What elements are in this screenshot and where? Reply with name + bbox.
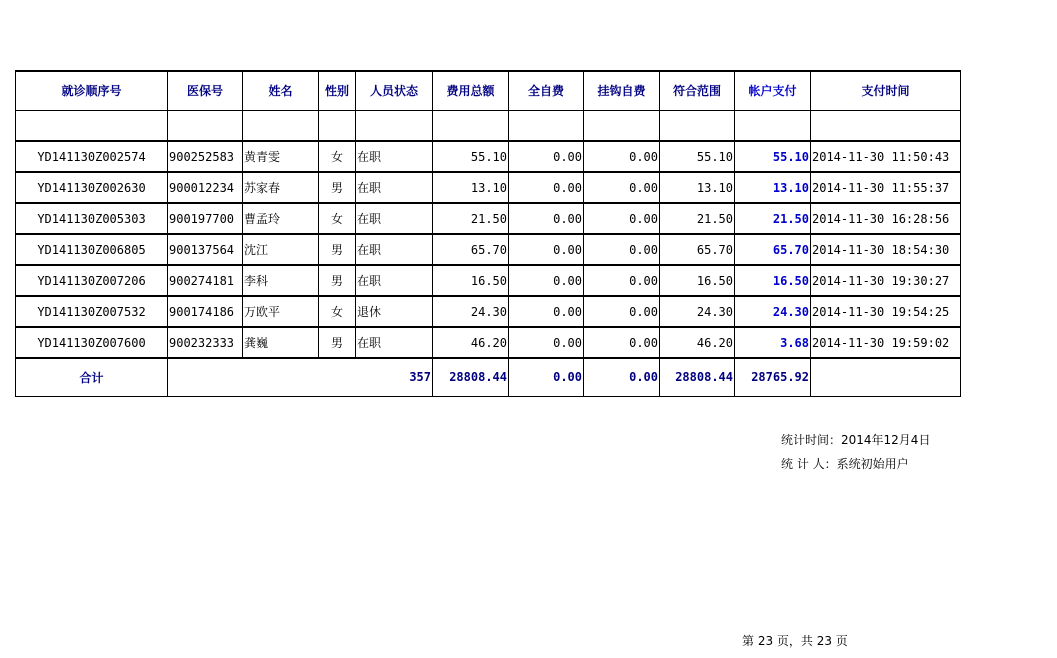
cell-in-scope: 46.20 <box>660 327 735 358</box>
header-hook-self-pay: 挂钩自费 <box>584 71 660 110</box>
cell-gender: 男 <box>319 327 356 358</box>
table-row <box>16 296 961 327</box>
table-header-row <box>16 71 961 110</box>
blank-cell <box>356 110 433 141</box>
totals-in-scope: 28808.44 <box>660 358 735 396</box>
cell-pay-time: 2014-11-30 11:50:43 <box>811 141 961 172</box>
header-gender: 性别 <box>319 71 356 110</box>
cell-name: 李科 <box>243 265 319 296</box>
cell-pay-time: 2014-11-30 19:30:27 <box>811 265 961 296</box>
cell-pay-time: 2014-11-30 11:55:37 <box>811 172 961 203</box>
cell-total-fee: 46.20 <box>433 327 509 358</box>
cell-pay-time: 2014-11-30 19:54:25 <box>811 296 961 327</box>
header-status: 人员状态 <box>356 71 433 110</box>
cell-in-scope: 16.50 <box>660 265 735 296</box>
cell-account-pay: 3.68 <box>735 327 811 358</box>
statistics-person: 统 计 人：系统初始用户 <box>781 457 909 471</box>
totals-count: 357 <box>168 358 433 396</box>
cell-self-pay-full: 0.00 <box>509 141 584 172</box>
cell-insurance-no: 900174186 <box>168 296 243 327</box>
cell-gender: 女 <box>319 141 356 172</box>
table-row <box>16 141 961 172</box>
header-total-fee: 费用总额 <box>433 71 509 110</box>
totals-hook-self-pay: 0.00 <box>584 358 660 396</box>
blank-cell <box>319 110 356 141</box>
cell-visit-no: YD141130Z005303 <box>16 203 168 234</box>
cell-pay-time: 2014-11-30 18:54:30 <box>811 234 961 265</box>
cell-hook-self-pay: 0.00 <box>584 265 660 296</box>
cell-pay-time: 2014-11-30 19:59:02 <box>811 327 961 358</box>
cell-insurance-no: 900252583 <box>168 141 243 172</box>
settlement-report-table <box>15 70 961 397</box>
blank-cell <box>509 110 584 141</box>
cell-total-fee: 55.10 <box>433 141 509 172</box>
cell-visit-no: YD141130Z007206 <box>16 265 168 296</box>
cell-visit-no: YD141130Z007600 <box>16 327 168 358</box>
totals-row <box>16 358 961 396</box>
header-self-pay-full: 全自费 <box>509 71 584 110</box>
cell-insurance-no: 900137564 <box>168 234 243 265</box>
table-row <box>16 265 961 296</box>
header-insurance-no: 医保号 <box>168 71 243 110</box>
cell-insurance-no: 900012234 <box>168 172 243 203</box>
cell-self-pay-full: 0.00 <box>509 234 584 265</box>
cell-status: 在职 <box>356 234 433 265</box>
blank-cell <box>660 110 735 141</box>
cell-account-pay: 21.50 <box>735 203 811 234</box>
cell-gender: 女 <box>319 203 356 234</box>
cell-gender: 男 <box>319 265 356 296</box>
cell-insurance-no: 900274181 <box>168 265 243 296</box>
cell-total-fee: 16.50 <box>433 265 509 296</box>
cell-self-pay-full: 0.00 <box>509 327 584 358</box>
cell-status: 在职 <box>356 203 433 234</box>
cell-hook-self-pay: 0.00 <box>584 296 660 327</box>
cell-account-pay: 16.50 <box>735 265 811 296</box>
blank-cell <box>735 110 811 141</box>
cell-in-scope: 24.30 <box>660 296 735 327</box>
cell-hook-self-pay: 0.00 <box>584 327 660 358</box>
cell-status: 在职 <box>356 172 433 203</box>
header-account-pay: 帐户支付 <box>735 71 811 110</box>
cell-name: 万欧平 <box>243 296 319 327</box>
page-indicator: 第 23 页，共 23 页 <box>742 634 848 648</box>
cell-gender: 男 <box>319 172 356 203</box>
cell-hook-self-pay: 0.00 <box>584 141 660 172</box>
blank-cell <box>811 110 961 141</box>
cell-self-pay-full: 0.00 <box>509 265 584 296</box>
cell-insurance-no: 900197700 <box>168 203 243 234</box>
cell-name: 沈江 <box>243 234 319 265</box>
cell-total-fee: 21.50 <box>433 203 509 234</box>
cell-in-scope: 55.10 <box>660 141 735 172</box>
header-in-scope: 符合范围 <box>660 71 735 110</box>
cell-insurance-no: 900232333 <box>168 327 243 358</box>
header-visit-no: 就诊顺序号 <box>16 71 168 110</box>
cell-pay-time: 2014-11-30 16:28:56 <box>811 203 961 234</box>
cell-status: 在职 <box>356 265 433 296</box>
blank-cell <box>168 110 243 141</box>
totals-account-pay: 28765.92 <box>735 358 811 396</box>
blank-row <box>16 110 961 141</box>
cell-account-pay: 13.10 <box>735 172 811 203</box>
table-row <box>16 203 961 234</box>
cell-total-fee: 65.70 <box>433 234 509 265</box>
cell-account-pay: 24.30 <box>735 296 811 327</box>
cell-self-pay-full: 0.00 <box>509 172 584 203</box>
cell-visit-no: YD141130Z002630 <box>16 172 168 203</box>
cell-in-scope: 13.10 <box>660 172 735 203</box>
cell-account-pay: 65.70 <box>735 234 811 265</box>
cell-visit-no: YD141130Z002574 <box>16 141 168 172</box>
header-name: 姓名 <box>243 71 319 110</box>
cell-gender: 男 <box>319 234 356 265</box>
cell-name: 曹孟玲 <box>243 203 319 234</box>
cell-self-pay-full: 0.00 <box>509 296 584 327</box>
cell-name: 黄青雯 <box>243 141 319 172</box>
table-row <box>16 234 961 265</box>
cell-in-scope: 21.50 <box>660 203 735 234</box>
blank-cell <box>584 110 660 141</box>
totals-pay-time-empty <box>811 358 961 396</box>
cell-total-fee: 24.30 <box>433 296 509 327</box>
totals-total-fee: 28808.44 <box>433 358 509 396</box>
blank-cell <box>243 110 319 141</box>
totals-label: 合计 <box>16 358 168 396</box>
cell-status: 在职 <box>356 141 433 172</box>
cell-total-fee: 13.10 <box>433 172 509 203</box>
statistics-time: 统计时间：2014年12月4日 <box>781 433 931 447</box>
cell-self-pay-full: 0.00 <box>509 203 584 234</box>
cell-account-pay: 55.10 <box>735 141 811 172</box>
cell-name: 龚巍 <box>243 327 319 358</box>
table-row <box>16 327 961 358</box>
blank-cell <box>16 110 168 141</box>
header-pay-time: 支付时间 <box>811 71 961 110</box>
cell-status: 在职 <box>356 327 433 358</box>
totals-self-pay-full: 0.00 <box>509 358 584 396</box>
cell-gender: 女 <box>319 296 356 327</box>
blank-cell <box>433 110 509 141</box>
cell-status: 退休 <box>356 296 433 327</box>
cell-in-scope: 65.70 <box>660 234 735 265</box>
cell-name: 苏家春 <box>243 172 319 203</box>
cell-visit-no: YD141130Z007532 <box>16 296 168 327</box>
cell-visit-no: YD141130Z006805 <box>16 234 168 265</box>
cell-hook-self-pay: 0.00 <box>584 234 660 265</box>
cell-hook-self-pay: 0.00 <box>584 203 660 234</box>
table-row <box>16 172 961 203</box>
cell-hook-self-pay: 0.00 <box>584 172 660 203</box>
